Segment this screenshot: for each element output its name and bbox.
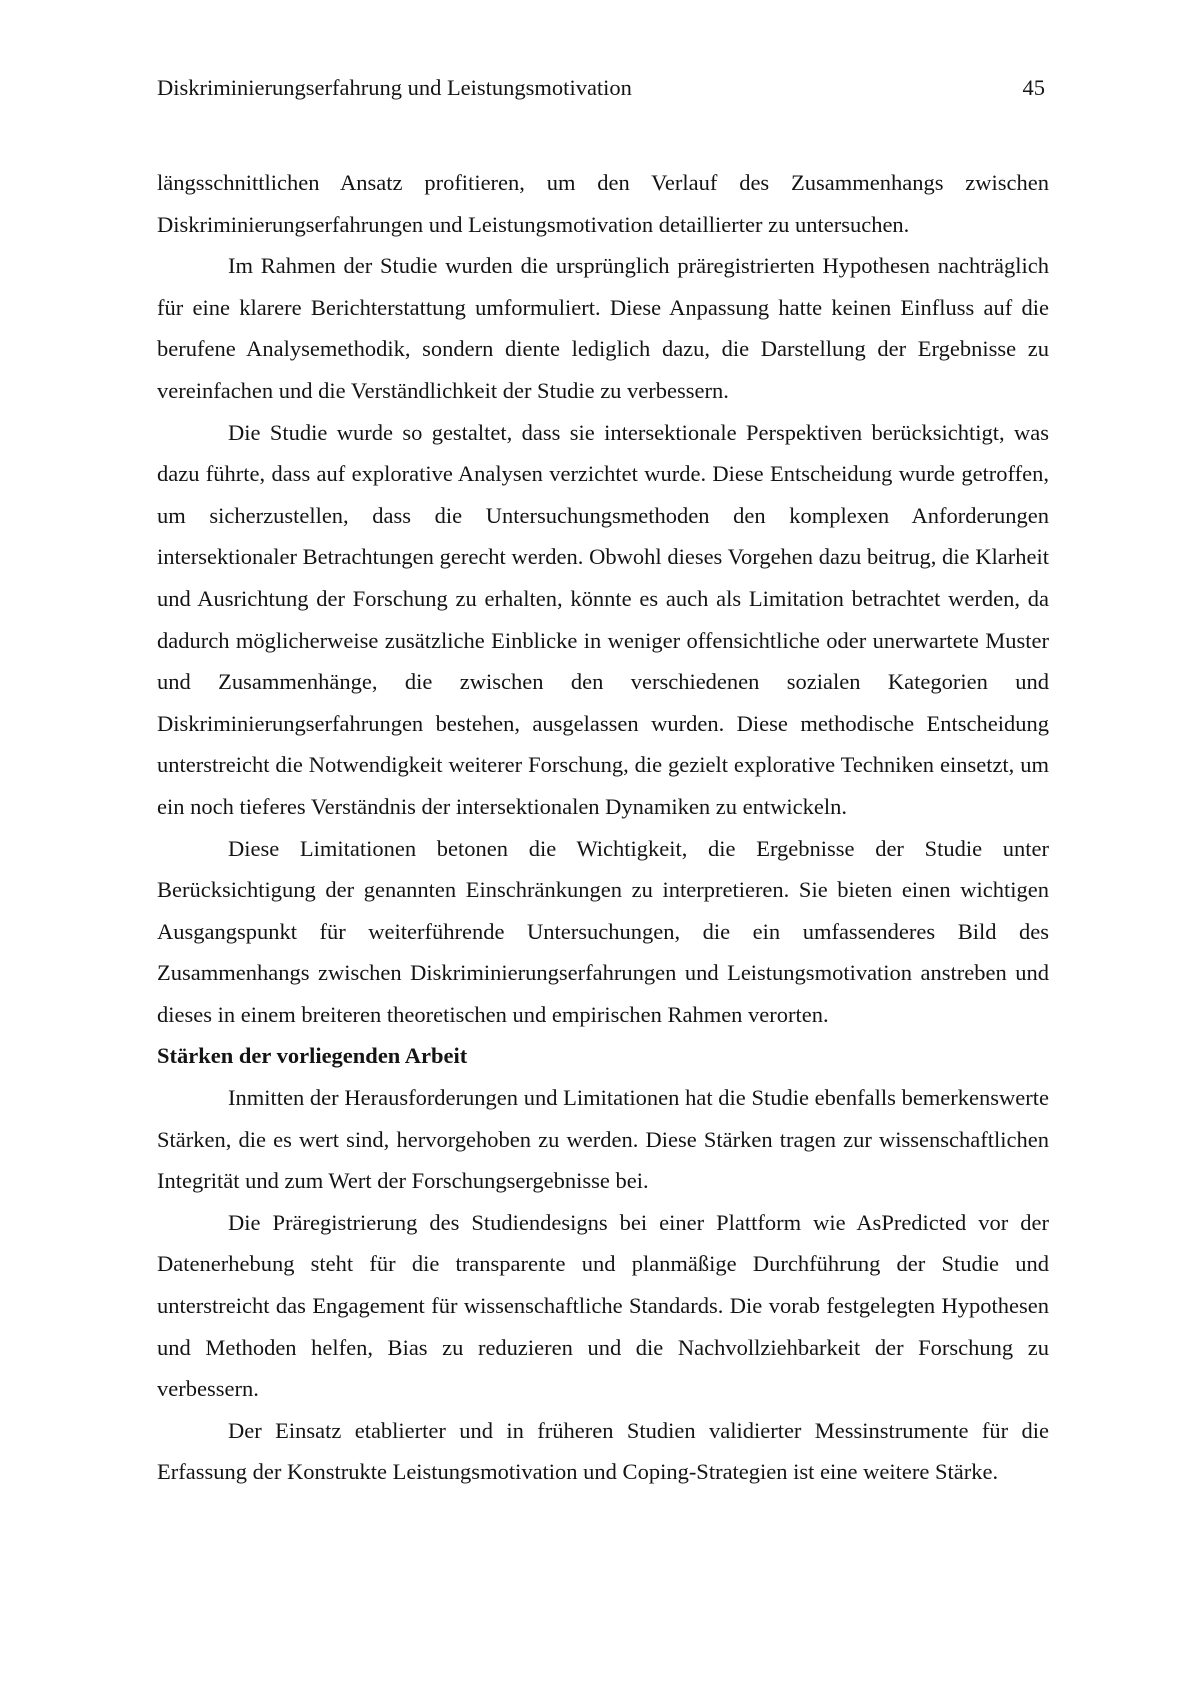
running-head: Diskriminierungserfahrung und Leistungsmotivation (157, 75, 632, 100)
section-heading: Stärken der vorliegenden Arbeit (157, 1043, 468, 1069)
page-header (157, 72, 1049, 104)
paragraph-limitations: Diese Limitationen betonen die Wichtigkeit, die Ergebnisse der Studie unter Berücksichtigung der genannten Einschränkungen zu interpretieren. Sie bieten einen wichtigen Ausgangspunkt für weiterführende Untersuchungen, die ein umfassenderes Bild des Zusammenhangs zwischen Diskriminierungserfahrungen und Leistungsmotivation anstreben und dieses in einem breiteren theoretischen und empirischen Rahmen verorten. (157, 835, 1049, 1027)
paragraph-strengths-intro: Inmitten der Herausforderungen und Limitationen hat die Studie ebenfalls bemerkenswerte Stärken, die es wert sind, hervorgehoben zu werden. Diese Stärken tragen zur wissenschaftlichen Integrität und zum Wert der Forschungsergebnisse bei. (157, 1085, 1049, 1194)
page-number: 45 (1022, 75, 1045, 100)
paragraph-instruments: Der Einsatz etablierter und in früheren Studien validierter Messinstrumente für die Erfassung der Konstrukte Leistungsmotivation und Coping-Strategien ist eine weitere Stärke. (157, 1417, 1049, 1485)
paragraph-preregistration: Die Präregistrierung des Studiendesigns bei einer Plattform wie AsPredicted vor der Datenerhebung steht für die transparente und planmäßige Durchführung der Studie und unterstreicht das Engagement für wissenschaftliche Standards. Die vorab festgelegten Hypothesen und Methoden helfen, Bias zu reduzieren und die Nachvollziehbarkeit der Forschung zu verbessern. (157, 1209, 1049, 1402)
body-text (157, 162, 1049, 1493)
paragraph-continuation: längsschnittlichen Ansatz profitieren, um den Verlauf des Zusammenhangs zwischen Diskriminierungserfahrungen und Leistungsmotivation detaillierter zu untersuchen. (157, 170, 1049, 237)
paragraph-hypotheses: Im Rahmen der Studie wurden die ursprünglich präregistrierten Hypothesen nachträglich für eine klarere Berichterstattung umformuliert. Diese Anpassung hatte keinen Einfluss auf die berufene Analysemethodik, sondern diente lediglich dazu, die Darstellung der Ergebnisse zu vereinfachen und die Verständlichkeit der Studie zu verbessern. (157, 253, 1049, 403)
paragraph-intersectional: Die Studie wurde so gestaltet, dass sie intersektionale Perspektiven berücksichtigt, was dazu führte, dass auf explorative Analysen verzichtet wurde. Diese Entscheidung wurde getroffen, um sicherzustellen, dass die Untersuchungsmethoden den komplexen Anforderungen intersektionaler Betrachtungen gerecht werden. Obwohl dieses Vorgehen dazu beitrug, die Klarheit und Ausrichtung der Forschung zu erhalten, könnte es auch als Limitation betrachtet werden, da dadurch möglicherweise zusätzliche Einblicke in weniger offensichtliche oder unerwartete Muster und Zusammenhänge, die zwischen den verschiedenen sozialen Kategorien und Diskriminierungserfahrungen bestehen, ausgelassen wurden. Diese methodische Entscheidung unterstreicht die Notwendigkeit weiterer Forschung, die gezielt explorative Techniken einsetzt, um ein noch tieferes Verständnis der intersektionalen Dynamiken zu entwickeln. (157, 419, 1049, 819)
